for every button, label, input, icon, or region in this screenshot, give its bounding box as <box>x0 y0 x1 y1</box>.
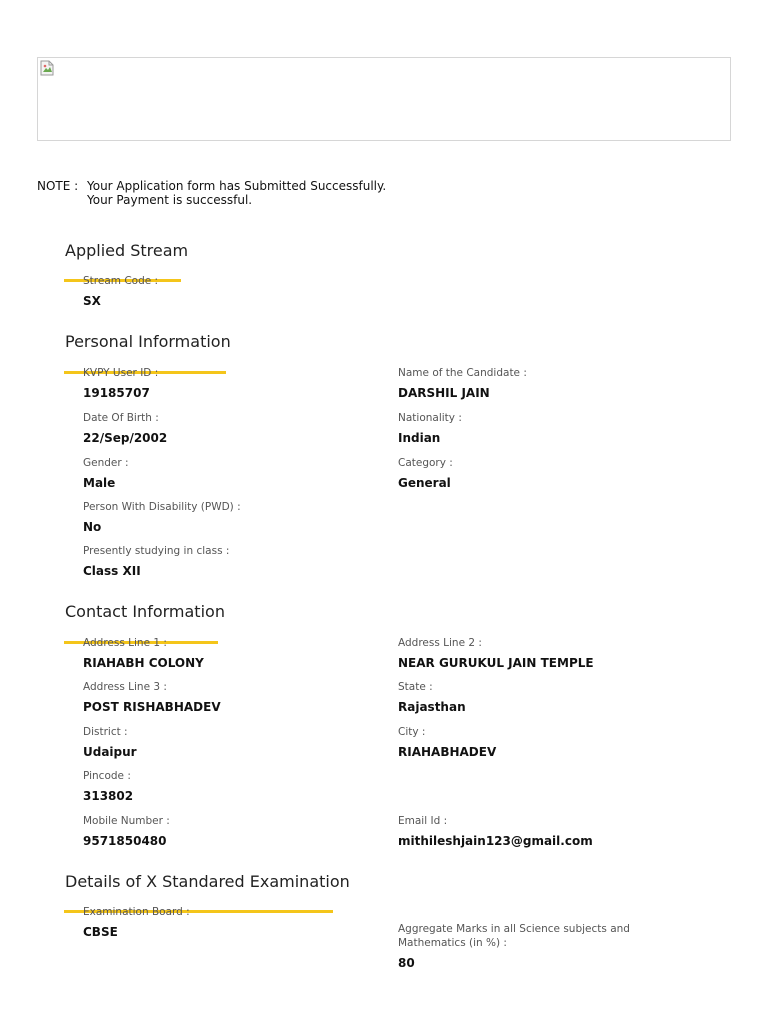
address-line-3-field <box>83 680 221 714</box>
district-label: District : <box>83 726 128 738</box>
stream-code-field <box>83 274 158 308</box>
personal-info-title: Personal Information <box>65 332 231 351</box>
district-field <box>83 725 137 759</box>
address-line-3-label: Address Line 3 : <box>83 681 167 693</box>
note-line-submitted: Your Application form has Submitted Successfully. <box>87 179 387 193</box>
pincode-label: Pincode : <box>83 770 131 782</box>
gender-label: Gender : <box>83 457 129 469</box>
dob-value: 22/Sep/2002 <box>83 431 168 445</box>
note-line-payment: Your Payment is successful. <box>87 192 253 207</box>
nationality-label: Nationality : <box>398 412 462 424</box>
x-exam-title: Details of X Standared Examination <box>65 872 350 891</box>
exam-board-value: CBSE <box>83 925 118 939</box>
mobile-label: Mobile Number : <box>83 815 170 827</box>
email-value: mithileshjain123@gmail.com <box>398 834 593 848</box>
category-field <box>398 456 453 490</box>
nationality-field <box>398 411 462 445</box>
address-line-2-field <box>398 636 594 670</box>
state-label: State : <box>398 681 433 693</box>
class-label: Presently studying in class : <box>83 545 230 557</box>
stream-code-value: SX <box>83 294 101 308</box>
dob-field <box>83 411 167 445</box>
pwd-field <box>83 500 241 534</box>
mobile-field <box>83 814 170 848</box>
gender-field <box>83 456 129 490</box>
exam-board-field <box>83 905 190 939</box>
exam-board-label: Examination Board : <box>83 906 190 918</box>
aggregate-marks-label: Aggregate Marks in all Science subjects and Mathematics (in %) : <box>398 923 630 949</box>
address-line-1-label: Address Line 1 : <box>83 637 167 649</box>
broken-image-icon <box>40 60 54 76</box>
category-label: Category : <box>398 457 453 469</box>
address-line-2-value: NEAR GURUKUL JAIN TEMPLE <box>398 656 594 670</box>
address-line-3-value: POST RISHABHADEV <box>83 700 221 714</box>
address-line-1-field <box>83 636 204 670</box>
pincode-field <box>83 769 133 803</box>
aggregate-marks-value: 80 <box>398 956 415 970</box>
aggregate-marks-field <box>398 922 688 970</box>
nationality-value: Indian <box>398 431 441 445</box>
class-value: Class XII <box>83 564 141 578</box>
user-id-field <box>83 366 158 400</box>
address-line-2-label: Address Line 2 : <box>398 637 482 649</box>
candidate-name-value: DARSHIL JAIN <box>398 386 490 400</box>
candidate-name-label: Name of the Candidate : <box>398 367 527 379</box>
user-id-value: 19185707 <box>83 386 150 400</box>
pwd-value: No <box>83 520 102 534</box>
contact-info-title: Contact Information <box>65 602 225 621</box>
email-label: Email Id : <box>398 815 448 827</box>
state-field <box>398 680 466 714</box>
city-label: City : <box>398 726 426 738</box>
gender-value: Male <box>83 476 116 490</box>
header-banner-image <box>37 57 731 141</box>
district-value: Udaipur <box>83 745 137 759</box>
note-label: NOTE : <box>37 179 79 193</box>
category-value: General <box>398 476 451 490</box>
state-value: Rajasthan <box>398 700 466 714</box>
candidate-name-field <box>398 366 527 400</box>
stream-code-label: Stream Code : <box>83 275 159 287</box>
city-value: RIAHABHADEV <box>398 745 497 759</box>
pwd-label: Person With Disability (PWD) : <box>83 501 241 513</box>
email-field <box>398 814 593 848</box>
city-field <box>398 725 496 759</box>
class-field <box>83 544 229 578</box>
user-id-label: KVPY User ID : <box>83 367 159 379</box>
applied-stream-title: Applied Stream <box>65 241 189 260</box>
dob-label: Date Of Birth : <box>83 412 159 424</box>
mobile-value: 9571850480 <box>83 834 167 848</box>
pincode-value: 313802 <box>83 789 134 803</box>
address-line-1-value: RIAHABH COLONY <box>83 656 204 670</box>
